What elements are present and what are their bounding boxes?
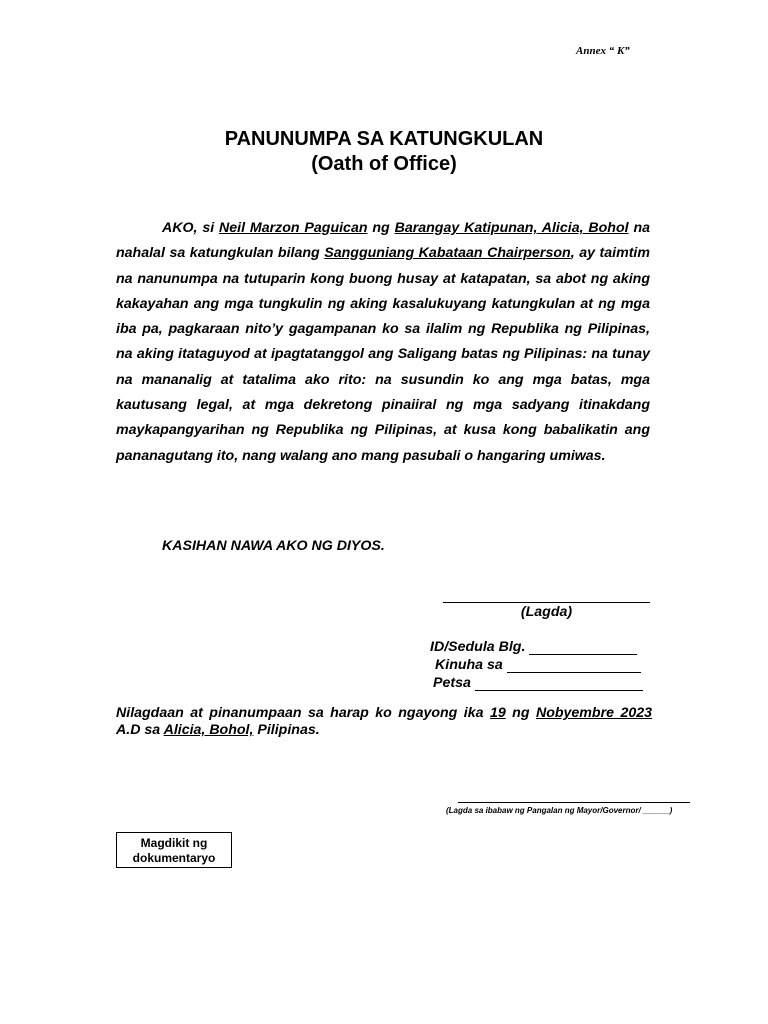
oath-text-1: AKO, si: [162, 220, 220, 236]
document-subtitle: (Oath of Office): [311, 153, 457, 175]
annex-label: Annex “ K”: [576, 45, 630, 57]
attestation-paragraph: [116, 705, 652, 739]
id-sedula-field: [430, 637, 637, 655]
attestation-text-1: Nilagdaan at pinanumpaan sa harap ko ngayong ika: [116, 705, 490, 721]
petsa-label: Petsa: [433, 675, 471, 691]
signature-line: [443, 602, 650, 603]
oath-text-4: , ay taimtim na nanunumpa na tutuparin kong buong husay at katapatan, sa abot ng aking kakayahan ang mga tungkulin ng aking kasalukuyang katungkulan at ng mga iba pa, pagkaraan nito’y gagampanan ko sa ilalim ng Republika ng Pilipinas, na aking itataguyod at ipagtatanggol ang Saligang batas ng Pilipinas: na tunay na mananalig at tatalima ako rito: na susundin ko ang mga batas, mga kautusang legal, at mga dekretong pinaiiral ng mga sadyang itinakdang maykapangyarihan ng Republika ng Pilipinas, at kusa kong babalikatin ang pananagutang ito, nang walang ano mang pasubali o hangaring umiwas.: [116, 245, 650, 464]
id-sedula-blank: [529, 640, 637, 655]
stamp-line-2: dokumentaryo: [132, 851, 216, 865]
documentary-stamp-box: [116, 832, 232, 868]
stamp-line-1: Magdikit ng: [140, 836, 208, 850]
signature-label: (Lagda): [520, 604, 573, 620]
attestation-month-year: Nobyembre 2023: [535, 705, 653, 721]
petsa-field: [433, 673, 643, 691]
petsa-blank: [475, 676, 643, 691]
oath-name: Neil Marzon Paguican: [219, 220, 368, 236]
document-title: PANUNUMPA SA KATUNGKULAN: [224, 128, 544, 150]
oath-barangay: Barangay Katipunan, Alicia, Bohol: [394, 220, 629, 236]
kinuha-blank: [507, 658, 641, 673]
kinuha-label: Kinuha sa: [435, 657, 503, 673]
blessing-line: KASIHAN NAWA AKO NG DIYOS.: [162, 538, 385, 554]
attestation-day: 19: [489, 705, 506, 721]
official-signature-label: (Lagda sa ibabaw ng Pangalan ng Mayor/Governor/ ______): [446, 806, 673, 815]
attestation-text-4: Pilipinas.: [253, 722, 320, 738]
attestation-place: Alicia, Bohol,: [163, 722, 254, 738]
kinuha-field: [435, 655, 641, 673]
oath-text-2: ng: [367, 220, 395, 236]
oath-paragraph: [116, 216, 650, 469]
oath-text-3: na nahalal sa katungkulan bilang: [116, 220, 651, 262]
id-sedula-label: ID/Sedula Blg.: [430, 639, 526, 655]
oath-position: Sangguniang Kabataan Chairperson: [324, 245, 571, 262]
attestation-text-3: A.D sa: [116, 722, 164, 738]
official-signature-line: [458, 802, 690, 803]
attestation-text-2: ng: [505, 705, 536, 721]
